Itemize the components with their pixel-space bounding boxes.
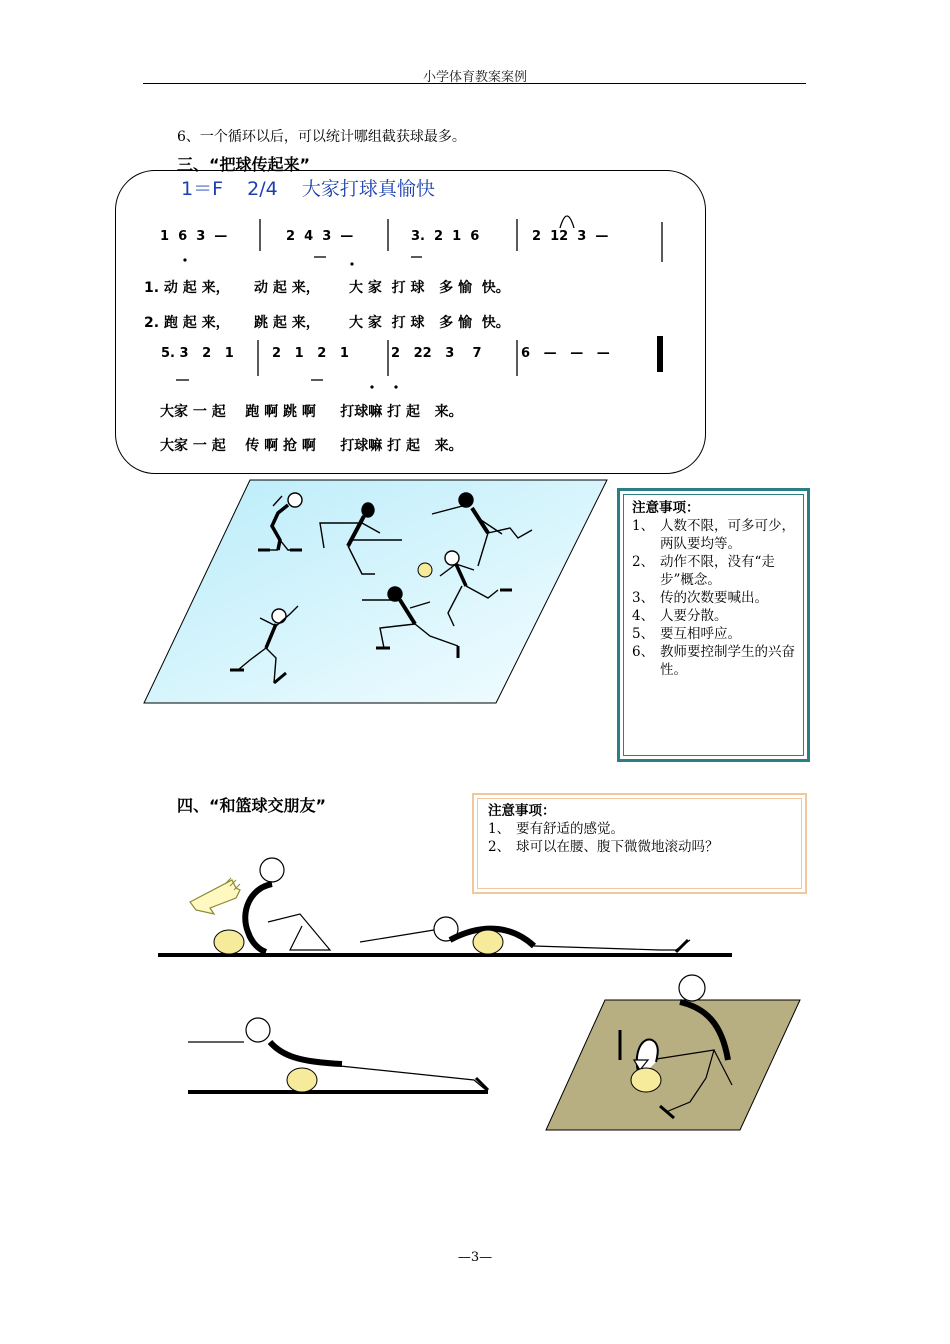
score-measure: 5. 3 2 1 (161, 346, 234, 361)
score-measure: 1 6 3 — (160, 229, 228, 244)
score-measure: 3. 2 1 6 (411, 229, 480, 244)
section-3-title: 三、“把球传起来” (177, 155, 311, 174)
page-number: —3— (457, 1250, 493, 1265)
score-measure: 2 1 2 1 (272, 346, 349, 361)
notes-item: 4、 人要分散。 (632, 608, 728, 624)
notes-4-title: 注意事项： (488, 803, 556, 819)
score-measure: 6 — — — (521, 346, 610, 361)
notes-item: 2、 球可以在腰、腹下微微地滚动吗？ (488, 839, 719, 855)
song-key-title: 1＝F 2/4 大家打球真愉快 (181, 178, 435, 200)
notes-item: 3、 传的次数要喊出。 (632, 590, 768, 606)
notes-item: 6、 教师要控制学生的兴奋性。 (632, 644, 795, 678)
score-measure: 2 22 3 7 (391, 346, 482, 361)
lyric-line-1: 1. 动 起 来， 动 起 来， 大 家 打 球 多 愉 快。 (144, 280, 510, 296)
lyric-line-4: 大家 一 起 传 啊 抢 啊 打球嘛 打 起 来。 (160, 438, 463, 454)
section-4-title: 四、“和篮球交朋友” (177, 796, 327, 815)
notes-item: 2、 动作不限，没有“走步”概念。 (632, 554, 775, 588)
page-header: 小学体育教案案例 (422, 70, 527, 85)
notes-item: 1、 人数不限，可多可少，两队要均等。 (632, 518, 795, 552)
ball-rolling-illustration (0, 840, 950, 1140)
lyric-line-3: 大家 一 起 跑 啊 跳 啊 打球嘛 打 起 来。 (160, 404, 463, 420)
notes-item: 5、 要互相呼应。 (632, 626, 741, 642)
step-6-text: 6、一个循环以后，可以统计哪组截获球最多。 (177, 129, 466, 145)
score-measure: 2 4 3 — (286, 229, 354, 244)
score-measure: 2 12 3 — (532, 229, 609, 244)
passing-game-illustration (140, 478, 610, 708)
lyric-line-2: 2. 跑 起 来， 跳 起 来， 大 家 打 球 多 愉 快。 (144, 315, 510, 331)
notes-item: 1、 要有舒适的感觉。 (488, 821, 624, 837)
notes-3-title: 注意事项： (632, 500, 700, 516)
notes-3-content (632, 499, 797, 679)
notes-box-3 (617, 488, 810, 762)
